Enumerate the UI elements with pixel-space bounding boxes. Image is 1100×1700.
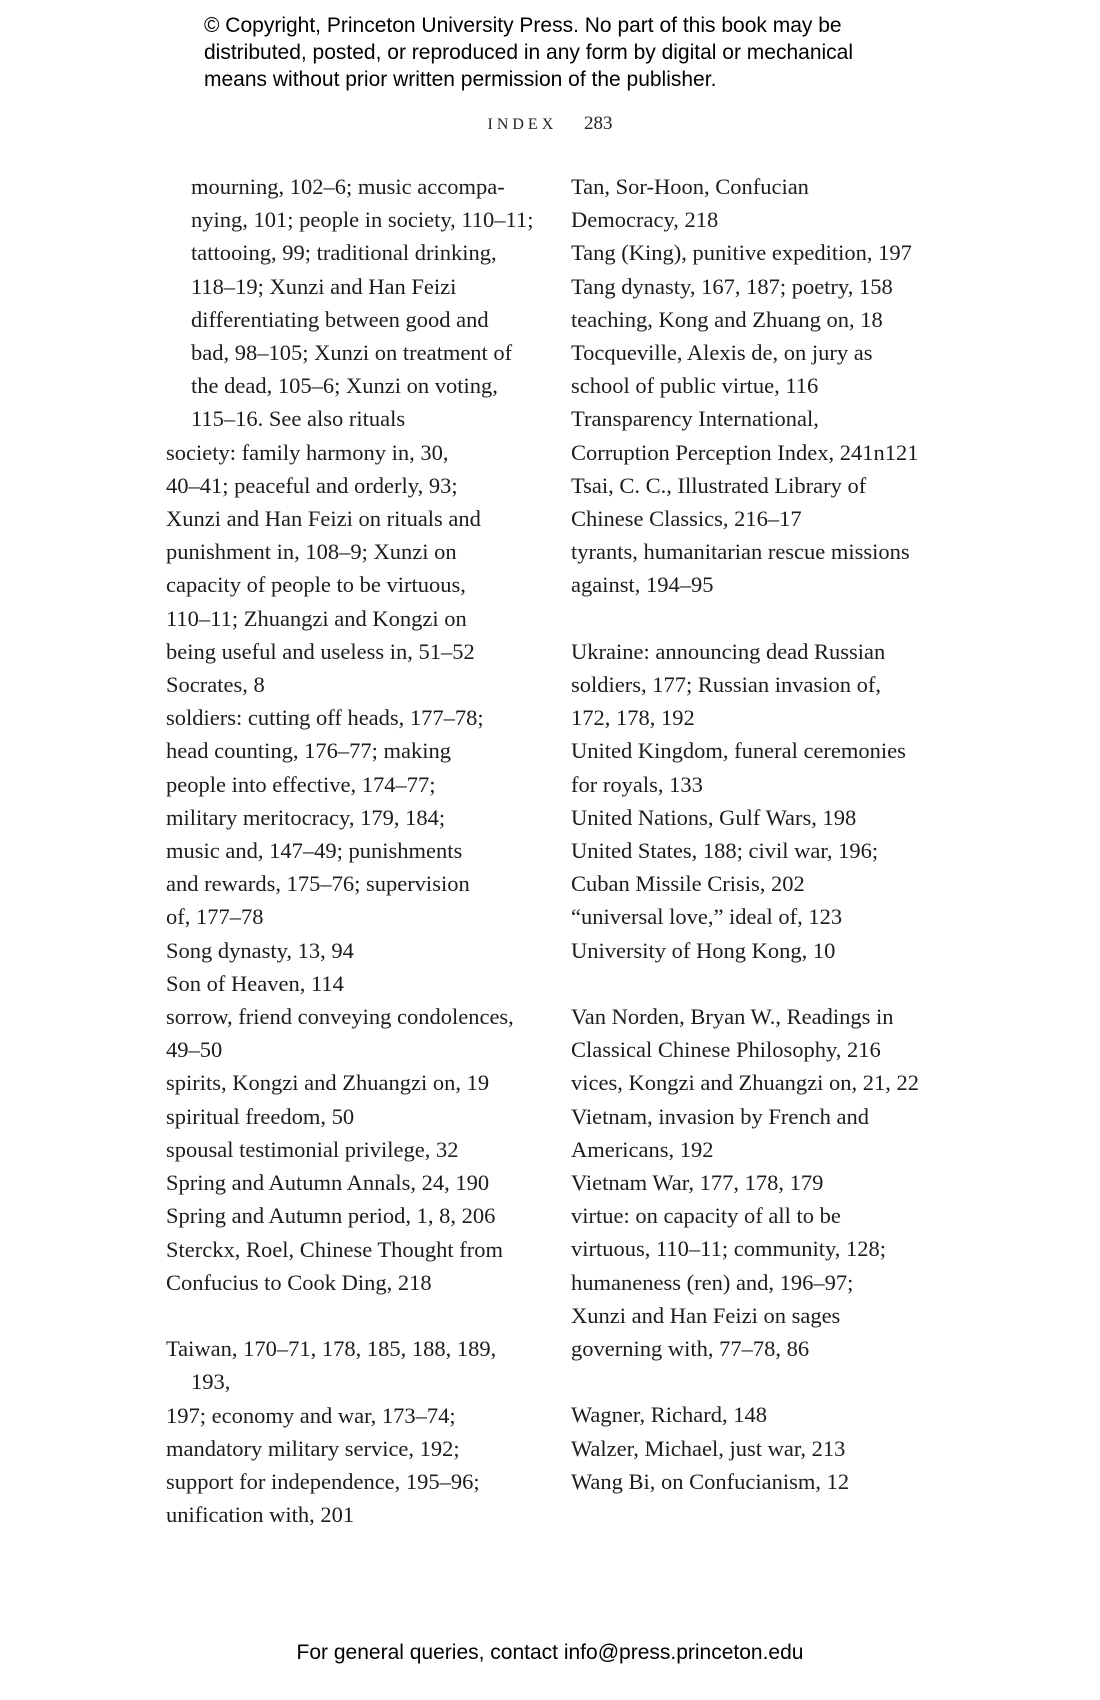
index-entry-line: Van Norden, Bryan W., Readings in (571, 1004, 894, 1030)
index-entry-line: Ukraine: announcing dead Russian (571, 638, 886, 664)
index-entry (166, 1133, 536, 1166)
index-entry-line: people into effective, 174–77; (166, 771, 436, 797)
index-entry (166, 1166, 536, 1199)
index-entry-line: against, 194–95 (571, 572, 714, 598)
letter-group-gap (571, 602, 951, 635)
copyright-line-2: distributed, posted, or reproduced in any form by digital or mechanical (204, 41, 854, 64)
index-entry-line: society: family harmony in, 30, (166, 439, 449, 465)
index-entry-line: United Nations, Gulf Wars, 198 (571, 804, 857, 830)
index-entry-line: 110–11; Zhuangzi and Kongzi on (166, 605, 467, 631)
index-entry-line: music and, 147–49; punishments (166, 838, 463, 864)
index-entry-line: virtuous, 110–11; community, 128; (571, 1236, 886, 1262)
index-entry-line: Socrates, 8 (166, 672, 265, 698)
index-entry-line: Xunzi and Han Feizi on sages (571, 1302, 841, 1328)
index-entry-line: tyrants, humanitarian rescue missions (571, 539, 910, 565)
index-entry (166, 1233, 536, 1299)
index-entry (166, 668, 536, 701)
index-entry-line: 118–19; Xunzi and Han Feizi (191, 273, 457, 299)
index-entry-line: Corruption Perception Index, 241n121 (571, 439, 919, 465)
index-entry-line: Confucius to Cook Ding, 218 (166, 1269, 432, 1295)
index-entry-line: Wang Bi, on Confucianism, 12 (571, 1468, 850, 1494)
index-entry (166, 967, 536, 1000)
index-entry (571, 1100, 951, 1166)
index-entry (571, 469, 951, 535)
index-entry-line: Sterckx, Roel, Chinese Thought from (166, 1236, 504, 1262)
index-entry (571, 270, 951, 303)
index-entry-line: school of public virtue, 116 (571, 373, 819, 399)
index-entry-line: 40–41; peaceful and orderly, 93; (166, 472, 458, 498)
index-entry-line: Spring and Autumn Annals, 24, 190 (166, 1170, 490, 1196)
index-entry-line: punishment in, 108–9; Xunzi on (166, 539, 457, 565)
index-entry-line: Tang (King), punitive expedition, 197 (571, 240, 912, 266)
index-entry-line: Spring and Autumn period, 1, 8, 206 (166, 1203, 496, 1229)
index-entry-line: Taiwan, 170–71, 178, 185, 188, 189, 193, (166, 1336, 497, 1395)
index-entry-line: spousal testimonial privilege, 32 (166, 1136, 459, 1162)
index-entry-line: the dead, 105–6; Xunzi on voting, (191, 373, 498, 399)
index-entry (571, 170, 951, 236)
index-entry-line: of, 177–78 (166, 904, 264, 930)
index-entry-line: Song dynasty, 13, 94 (166, 937, 354, 963)
index-entry-line: Son of Heaven, 114 (166, 970, 344, 996)
index-entry-line: Cuban Missile Crisis, 202 (571, 871, 805, 897)
index-entry-line: head counting, 176–77; making (166, 738, 451, 764)
index-entry-line: Classical Chinese Philosophy, 216 (571, 1037, 881, 1063)
index-entry (166, 701, 536, 933)
index-entry-line: 49–50 (166, 1037, 223, 1063)
index-entry-line: Tsai, C. C., Illustrated Library of (571, 472, 867, 498)
index-entry (166, 1332, 536, 1531)
index-entry (166, 934, 536, 967)
index-entry (571, 1465, 951, 1498)
index-entry (571, 1066, 951, 1099)
letter-group-gap (166, 1299, 536, 1332)
index-entry-line: sorrow, friend conveying condolences, (166, 1004, 514, 1030)
index-entry (571, 934, 951, 967)
index-entry-line: Tan, Sor-Hoon, Confucian (571, 174, 809, 199)
index-entry-line: 172, 178, 192 (571, 705, 695, 731)
index-entry-line: governing with, 77–78, 86 (571, 1336, 810, 1362)
index-entry-line: capacity of people to be virtuous, (166, 572, 466, 598)
index-entry-line: differentiating between good and (191, 306, 489, 332)
letter-group-gap (571, 1365, 951, 1398)
index-entry-line: nying, 101; people in society, 110–11; (191, 207, 534, 233)
index-entry (571, 900, 951, 933)
copyright-line-1: © Copyright, Princeton University Press. No part of this book may be (204, 14, 842, 37)
index-column-left (166, 170, 536, 1531)
index-entry-line: vices, Kongzi and Zhuangzi on, 21, 22 (571, 1070, 920, 1096)
index-entry-line: soldiers, 177; Russian invasion of, (571, 672, 881, 698)
index-entry-line: Chinese Classics, 216–17 (571, 506, 802, 532)
index-entry (166, 1000, 536, 1066)
index-entry-line: bad, 98–105; Xunzi on treatment of (191, 340, 513, 366)
index-entry (166, 1100, 536, 1133)
running-head (0, 113, 1100, 135)
index-entry-line: and rewards, 175–76; supervision (166, 871, 470, 897)
index-entry-line: for royals, 133 (571, 771, 703, 797)
index-entry (571, 303, 951, 336)
index-entry-line: Vietnam, invasion by French and (571, 1103, 869, 1129)
index-entry (571, 801, 951, 834)
index-entry-line: Xunzi and Han Feizi on rituals and (166, 506, 481, 532)
copyright-line-3: means without prior written permission of the publisher. (204, 68, 717, 91)
index-column-right (571, 170, 951, 1498)
index-entry-line: being useful and useless in, 51–52 (166, 638, 475, 664)
index-entry-line: teaching, Kong and Zhuang on, 18 (571, 306, 883, 332)
index-entry (166, 436, 536, 668)
index-entry (571, 1166, 951, 1199)
index-entry-line: mandatory military service, 192; (166, 1435, 460, 1461)
index-entry-line: Americans, 192 (571, 1136, 714, 1162)
index-entry-line: Tocqueville, Alexis de, on jury as (571, 340, 873, 366)
index-entry (571, 734, 951, 800)
index-entry-continued (166, 170, 536, 436)
index-entry-line: Transparency International, (571, 406, 819, 432)
index-entry-line: tattooing, 99; traditional drinking, (191, 240, 497, 266)
index-entry-line: unification with, 201 (166, 1502, 355, 1528)
index-entry (571, 1398, 951, 1431)
index-entry (571, 236, 951, 269)
index-entry-line: virtue: on capacity of all to be (571, 1203, 841, 1229)
running-head-title: INDEX (487, 116, 558, 133)
index-entry (571, 336, 951, 402)
index-entry-line: soldiers: cutting off heads, 177–78; (166, 705, 484, 731)
index-entry (571, 1432, 951, 1465)
index-entry-line: Vietnam War, 177, 178, 179 (571, 1170, 824, 1196)
index-entry-line: Wagner, Richard, 148 (571, 1402, 767, 1428)
index-entry-line: United States, 188; civil war, 196; (571, 838, 879, 864)
footer-contact: For general queries, contact info@press.princeton.edu (296, 1641, 804, 1664)
index-entry-line: University of Hong Kong, 10 (571, 937, 836, 963)
index-entry-line: Tang dynasty, 167, 187; poetry, 158 (571, 273, 893, 299)
index-entry-line: military meritocracy, 179, 184; (166, 804, 446, 830)
copyright-notice (204, 12, 924, 93)
index-entry-line: “universal love,” ideal of, 123 (571, 904, 843, 930)
index-entry (166, 1066, 536, 1099)
index-entry (571, 535, 951, 601)
index-entry-line: mourning, 102–6; music accompa- (191, 174, 505, 199)
index-entry-line: 197; economy and war, 173–74; (166, 1402, 456, 1428)
letter-group-gap (571, 967, 951, 1000)
index-entry (571, 1199, 951, 1365)
index-entry (571, 635, 951, 735)
index-entry-line: humaneness (ren) and, 196–97; (571, 1269, 854, 1295)
index-entry-line: Walzer, Michael, just war, 213 (571, 1435, 846, 1461)
index-entry (571, 1000, 951, 1066)
index-entry-line: spiritual freedom, 50 (166, 1103, 355, 1129)
index-entry-line: 115–16. See also rituals (191, 406, 406, 432)
index-entry-line: Democracy, 218 (571, 207, 719, 233)
index-entry-line: spirits, Kongzi and Zhuangzi on, 19 (166, 1070, 490, 1096)
index-entry-line: support for independence, 195–96; (166, 1468, 480, 1494)
index-entry-line: United Kingdom, funeral ceremonies (571, 738, 906, 764)
index-entry (571, 402, 951, 468)
index-entry (571, 834, 951, 900)
index-entry (166, 1199, 536, 1232)
page-number: 283 (584, 113, 613, 134)
